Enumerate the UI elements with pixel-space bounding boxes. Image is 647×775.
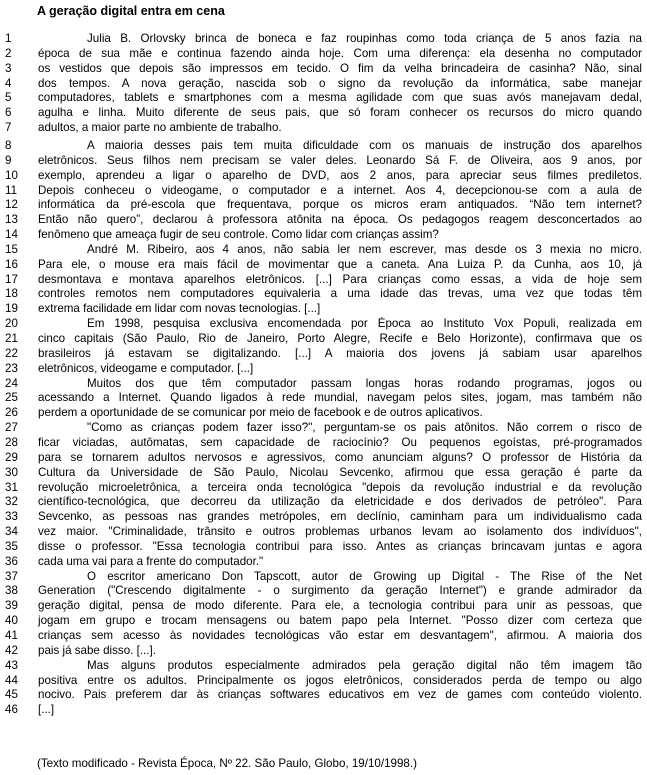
line-text: os vestidos que depois são impressos em tecido. O fim da velha brincadeira de casinha? Não, sinal: [38, 61, 642, 75]
text-line: [0, 510, 647, 524]
line-number: 22: [5, 346, 18, 360]
line-text: Julia B. Orlovsky brinca de boneca e faz roupinhas como toda criança de 5 anos fazia na: [87, 32, 642, 45]
line-text: para se tornarem adultos nervosos e agressivos, como anunciam alguns? O professor de História da: [38, 450, 642, 464]
line-text: O escritor americano Don Tapscott, autor de Growing up Digital - The Rise of the Net: [87, 569, 642, 583]
text-line: [0, 198, 647, 212]
text-line: [0, 540, 647, 554]
line-number: 35: [5, 539, 18, 553]
text-line: [0, 32, 647, 46]
line-number: 21: [5, 332, 18, 345]
line-text: desmontava e montava aparelhos eletrônicos. [...] Para crianças como essas, a vida de hoje sem: [38, 272, 642, 286]
text-line: [0, 362, 647, 376]
line-number: 37: [5, 569, 18, 583]
line-number: 34: [5, 525, 18, 538]
line-text: "Como as crianças podem fazer isso?", perguntam-se os pais atônitos. Não correm o risco de: [87, 421, 642, 435]
line-number: 5: [5, 91, 12, 105]
text-line: [0, 451, 647, 465]
line-text: dos tempos. A nova geração, nascida sob o signo da revolução da informática, sabe manejar: [38, 76, 642, 90]
line-number: 17: [5, 272, 18, 286]
line-number: 28: [5, 435, 18, 449]
line-number: 42: [5, 643, 18, 657]
line-number: 7: [5, 121, 12, 135]
line-number: 38: [5, 584, 18, 598]
line-number: 23: [5, 361, 18, 375]
line-text: geração digital, pensa de modo diferente. Para ele, a tecnologia contribui para unir as pessoas, que: [38, 599, 642, 613]
text-line: [0, 91, 647, 105]
text-line: [0, 659, 647, 673]
line-text: época de sua mãe e continua fazendo ainda hoje. Com uma diferença: ela desenha no computador: [38, 46, 642, 60]
line-number: 45: [5, 688, 18, 702]
text-line: [0, 674, 647, 688]
line-text: fenômeno que ameaça fugir de seu controle. Como lidar com crianças assim?: [38, 228, 439, 241]
line-number: 44: [5, 673, 18, 687]
text-line: [0, 584, 647, 598]
text-line: [0, 555, 647, 569]
line-number: 6: [5, 106, 12, 120]
text-line: [0, 421, 647, 435]
line-text: pais já sabe disso. [...].: [38, 643, 156, 657]
line-text: exemplo, aprendeu a ligar o aparelho de DVD, aos 2 anos, para apreciar seus filmes prediletos.: [38, 168, 642, 182]
text-line: [0, 139, 647, 153]
line-text: A maioria desses pais tem muita dificuldade com os manuais de instrução dos aparelhos: [87, 138, 642, 152]
text-line: [0, 614, 647, 628]
line-text: cinco capitais (São Paulo, Rio de Janeiro, Porto Alegre, Recife e Belo Horizonte), confirmava que os: [38, 332, 642, 345]
line-text: Generation ("Crescendo digitalmente - o surgimento da geração Internet") e grande admirador da: [38, 584, 642, 598]
line-number: 14: [5, 228, 18, 241]
line-number: 8: [5, 138, 12, 152]
line-text: agulha e linha. Muito diferente de seus pais, que só foram conhecer os recursos do micro quando: [38, 106, 642, 120]
text-line: [0, 436, 647, 450]
source-citation: (Texto modificado - Revista Época, Nº 22. São Paulo, Globo, 19/10/1998.): [37, 757, 417, 770]
line-text: vez maior. "Criminalidade, trânsito e outros problemas urbanos levam ao isolamento dos indivíduos",: [38, 525, 642, 538]
line-text: computadores, tablets e smartphones com a mesma agilidade com que suas avós manejavam dedal,: [38, 91, 642, 105]
text-line: [0, 77, 647, 91]
line-text: adultos, a maior parte no ambiente de trabalho.: [38, 121, 282, 135]
text-line: [0, 169, 647, 183]
text-line: [0, 347, 647, 361]
line-text: [...]: [38, 703, 55, 717]
line-text: Então não quero”, declarou à professora atônita na época. Os pedagogos reagem desconcertados ao: [38, 213, 642, 227]
line-number: 31: [5, 480, 18, 494]
line-number: 43: [5, 658, 18, 672]
line-number: 4: [5, 76, 12, 90]
text-line: [0, 287, 647, 301]
line-text: brasileiros já estavam se digitalizando. [...] A maioria dos jovens já sabiam usar aparelhos: [38, 346, 642, 360]
line-number: 2: [5, 46, 12, 60]
line-number: 41: [5, 629, 18, 642]
line-number: 24: [5, 376, 18, 390]
line-number: 46: [5, 703, 18, 717]
line-number: 33: [5, 510, 18, 524]
text-line: [0, 121, 647, 135]
text-line: [0, 62, 647, 76]
line-number: 26: [5, 406, 18, 420]
line-text: perdem a oportunidade de se comunicar por meio de facebook e de outros aplicativos.: [38, 406, 483, 420]
line-text: acessando a Internet. Quando ligados à rede mundial, navegam pelos sites, jogam, mas também não: [38, 391, 642, 405]
line-text: Cultura da Universidade de São Paulo, Nicolau Sevcenko, afirmou que essa geração é parte da: [38, 465, 642, 479]
text-line: [0, 525, 647, 539]
text-line: [0, 332, 647, 346]
line-number: 3: [5, 61, 12, 75]
text-line: [0, 466, 647, 480]
line-text: extrema facilidade em lidar com novas tecnologias. [...]: [38, 302, 321, 316]
line-text: cada uma vai para a frente do computador.": [38, 554, 264, 568]
line-text: controles remotos nem computadores equivaleria a uma idade das trevas, uma vez que todas têm: [38, 287, 642, 301]
line-number: 40: [5, 614, 18, 628]
text-line: [0, 629, 647, 643]
line-number: 10: [5, 168, 18, 182]
line-number: 16: [5, 257, 18, 271]
text-line: [0, 703, 647, 717]
line-number: 30: [5, 465, 18, 479]
line-number: 27: [5, 421, 18, 435]
line-number: 25: [5, 391, 18, 405]
text-line: [0, 644, 647, 658]
text-line: [0, 481, 647, 495]
line-text: Para ele, o mouse era mais fácil de movimentar que a caneta. Ana Luiza P. da Cunha, aos 10, já: [38, 257, 642, 271]
text-line: [0, 377, 647, 391]
line-text: Depois conheceu o videogame, o computador e a internet. Aos 4, decepcionou-se com a aula de: [38, 183, 642, 197]
line-number: 36: [5, 554, 18, 568]
line-number: 29: [5, 450, 18, 464]
line-number: 18: [5, 287, 18, 301]
line-text: nocivo. Pais preferem dar às crianças softwares educativos em vez de games com conteúdo violento.: [38, 688, 642, 702]
line-text: revolução microeletrônica, a terceira onda tecnológica "depois da revolução industrial e da revolução: [38, 480, 642, 494]
line-text: eletrônicos, videogame e computador. [...]: [38, 361, 254, 375]
line-text: jogam em grupo e trocam mensagens ou batem papo pela Internet. "Posso dizer com certeza que: [38, 614, 642, 628]
line-text: crianças sem acesso às novidades tecnológicas vão estar em desvantagem", afirmou. A maioria dos: [38, 629, 642, 642]
line-text: Em 1998, pesquisa exclusiva encomendada por Época ao Instituto Vox Populi, realizada em: [87, 317, 642, 331]
line-number: 32: [5, 495, 18, 509]
text-line: [0, 406, 647, 420]
line-number: 1: [5, 32, 12, 45]
text-line: [0, 154, 647, 168]
text-line: [0, 184, 647, 198]
text-line: [0, 243, 647, 257]
text-line: [0, 570, 647, 584]
line-number: 13: [5, 213, 18, 227]
line-text: informática da pré-escola que frequentava, porque os micros eram antiquados. “Não tem internet?: [38, 198, 642, 212]
text-line: [0, 302, 647, 316]
line-text: ficar viciadas, autômatas, sem capacidade de raciocínio? Ou pequenos egoístas, pré-programados: [38, 435, 642, 449]
line-text: Mas alguns produtos especialmente admirados pela geração digital não têm imagem tão: [87, 658, 642, 672]
text-line: [0, 688, 647, 702]
text-line: [0, 228, 647, 242]
text-line: [0, 47, 647, 61]
text-line: [0, 391, 647, 405]
text-line: [0, 317, 647, 331]
text-line: [0, 213, 647, 227]
text-line: [0, 495, 647, 509]
text-line: [0, 258, 647, 272]
line-text: disse o professor. "Essa tecnologia contribui para isso. Antes as crianças brincavam juntas e agora: [38, 539, 642, 553]
line-text: Sevcenko, as pessoas nas grandes metrópoles, em declínio, caminham para um individualismo cada: [38, 510, 642, 524]
line-number: 39: [5, 599, 18, 613]
line-text: positiva entre os adultos. Principalmente os jogos eletrônicos, considerados perda de tempo ou algo: [38, 673, 642, 687]
line-number: 11: [5, 183, 18, 197]
text-line: [0, 106, 647, 120]
line-number: 19: [5, 302, 18, 316]
line-number: 9: [5, 153, 12, 167]
text-line: [0, 273, 647, 287]
line-text: eletrônicos. Seus filhos nem precisam se valer deles. Leonardo Sá F. de Oliveira, aos 9 anos, por: [38, 153, 642, 167]
line-text: Muitos dos que têm computador passam longas horas rodando programas, jogos ou: [87, 376, 642, 390]
line-text: científico-tecnológica, que decorreu da utilização da eletricidade e dos derivados de petróleo". Para: [38, 495, 642, 509]
article-title: A geração digital entra em cena: [37, 4, 225, 18]
line-number: 12: [5, 198, 18, 212]
text-line: [0, 599, 647, 613]
line-text: André M. Ribeiro, aos 4 anos, não sabia ler nem escrever, mas desde os 3 mexia no micro.: [87, 242, 642, 256]
line-number: 15: [5, 242, 18, 256]
line-number: 20: [5, 317, 18, 331]
